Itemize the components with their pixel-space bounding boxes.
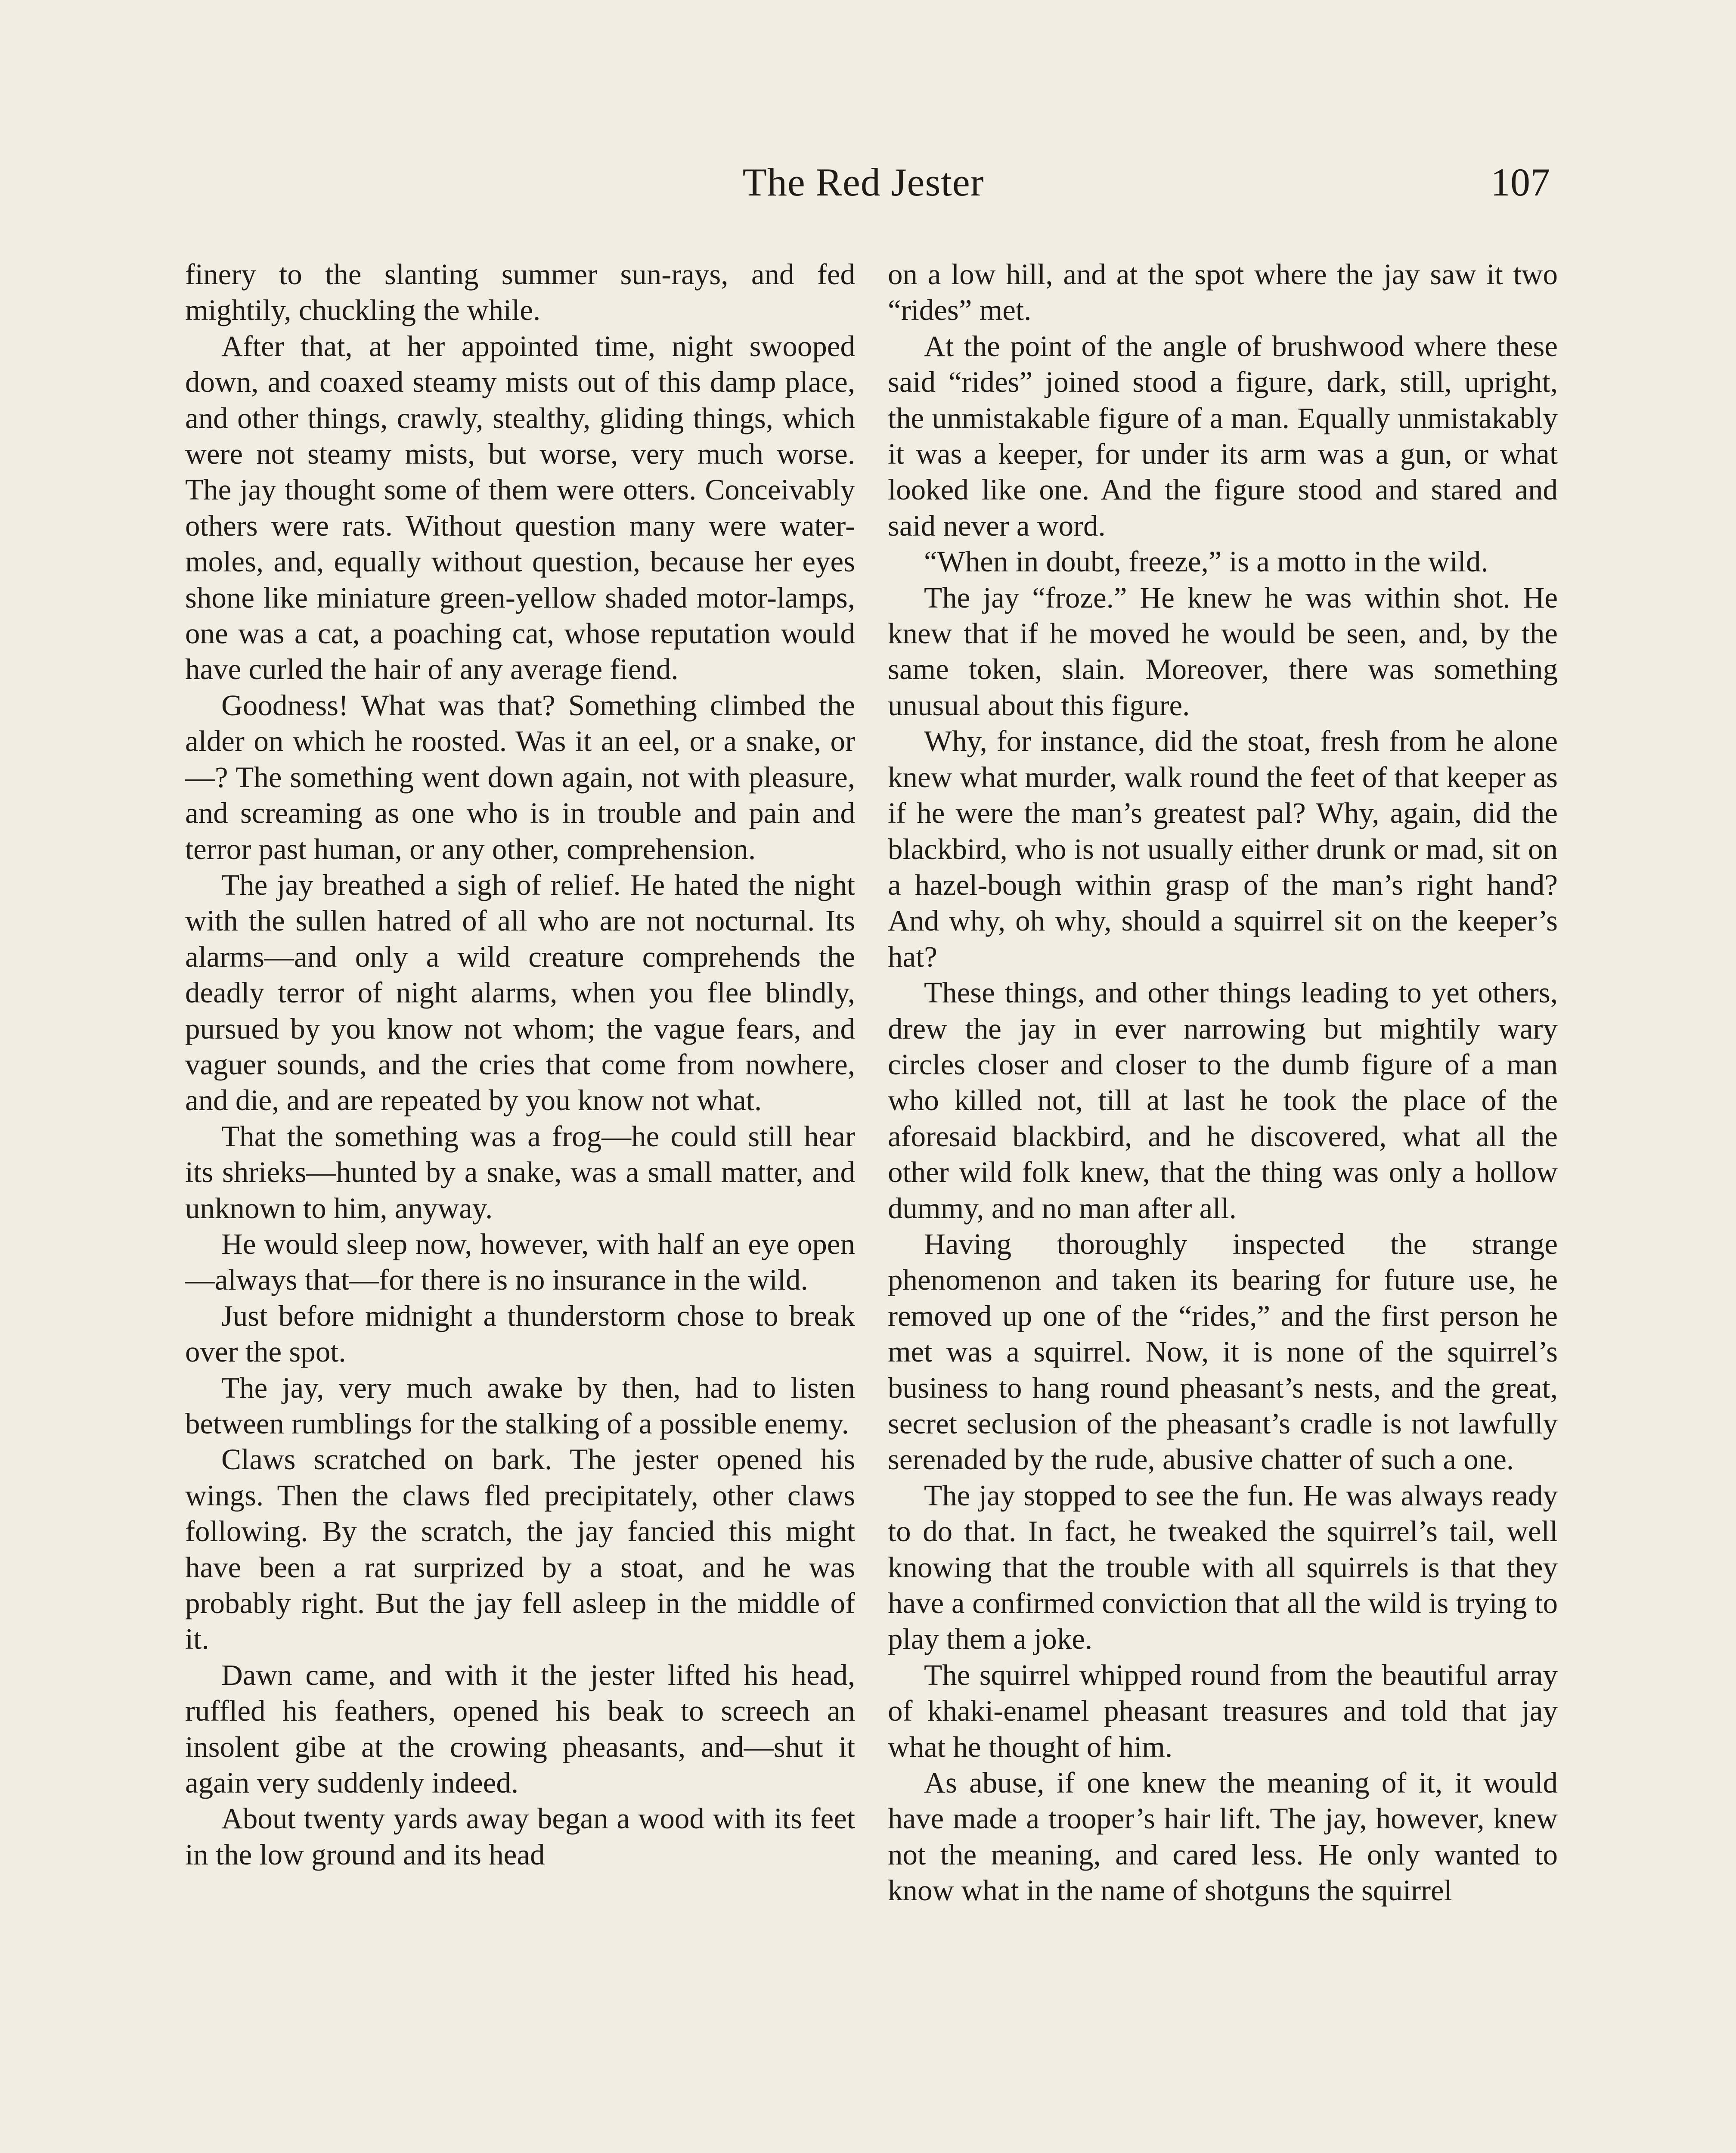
paragraph: The jay breathed a sigh of relief. He hated the night with the sullen hatred of all who are not nocturnal. Its alarms—and only a wild creature comprehends the deadly terror of night alarms, when you flee blindly, pursued by you know not whom; the vague fears, and vaguer sounds, and the cries that come from nowhere, and die, and are repeated by you know not what.: [185, 868, 855, 1117]
running-title: The Red Jester: [742, 160, 984, 204]
paragraph: finery to the slanting summer sun-rays, and fed mightily, chuckling the while.: [185, 258, 855, 327]
paragraph: The jay “froze.” He knew he was within shot. He knew that if he moved he would be seen, and, by the same token, slain. Moreover, there was something unusual about this figure.: [888, 581, 1558, 722]
paragraph: After that, at her appointed time, night swooped down, and coaxed steamy mists out of this damp place, and other things, crawly, stealthy, gliding things, which were not steamy mists, but worse, very much worse. The jay thought some of them were otters. Conceivably others were rats. Without question many were water-moles, and, equally without question, because her eyes shone like miniature green-yellow shaded motor-lamps, one was a cat, a poaching cat, whose reputation would have curled the hair of any average fiend.: [185, 329, 855, 686]
page-header: [177, 159, 1550, 220]
paragraph: Claws scratched on bark. The jester opened his wings. Then the claws fled precipitately, other claws following. By the scratch, the jay fancied this might have been a rat surprized by a stoat, and he was probably right. But the jay fell asleep in the middle of it.: [185, 1443, 855, 1656]
paragraph: Just before midnight a thunderstorm chose to break over the spot.: [185, 1299, 855, 1368]
paragraph: These things, and other things leading to yet others, drew the jay in ever narrowing but mightily wary circles closer and closer to the dumb figure of a man who killed not, till at last he took the place of the aforesaid blackbird, and he discovered, what all the other wild folk knew, that the thing was only a hollow dummy, and no man after all.: [888, 976, 1558, 1225]
paragraph: Having thoroughly inspected the strange phenomenon and taken its bearing for future use, he removed up one of the “rides,” and the first person he met was a squirrel. Now, it is none of the squirrel’s business to hang round pheasant’s nests, and the great, secret seclusion of the pheasant’s cradle is not lawfully serenaded by the rude, abusive chatter of such a one.: [888, 1227, 1558, 1476]
paragraph: The jay, very much awake by then, had to listen between rumblings for the stalking of a possible enemy.: [185, 1371, 855, 1440]
paragraph: The jay stopped to see the fun. He was always ready to do that. In fact, he tweaked the squirrel’s tail, well knowing that the trouble with all squirrels is that they have a confirmed conviction that all the wild is trying to play them a joke.: [888, 1479, 1558, 1656]
paragraph: Dawn came, and with it the jester lifted his head, ruffled his feathers, opened his beak to screech an insolent gibe at the crowing pheasants, and—shut it again very suddenly indeed.: [185, 1658, 855, 1799]
page-number: 107: [1491, 160, 1550, 204]
paragraph: He would sleep now, however, with half an eye open—always that—for there is no insurance in the wild.: [185, 1227, 855, 1297]
paragraph: on a low hill, and at the spot where the jay saw it two “rides” met.: [888, 258, 1558, 327]
paragraph: Goodness! What was that? Something climbed the alder on which he roosted. Was it an eel, or a snake, or—? The something went down again, not with pleasure, and screaming as one who is in trouble and pain and terror past human, or any other, comprehension.: [185, 689, 855, 866]
paragraph: “When in doubt, freeze,” is a motto in the wild.: [924, 545, 1488, 578]
paragraph: As abuse, if one knew the meaning of it, it would have made a trooper’s hair lift. The jay, however, knew not the meaning, and cared less. He only wanted to know what in the name of shotguns the squirrel: [888, 1766, 1558, 1907]
paragraph: The squirrel whipped round from the beautiful array of khaki-enamel pheasant treasures and told that jay what he thought of him.: [888, 1658, 1558, 1763]
right-column: [888, 257, 1558, 1909]
paragraph: About twenty yards away began a wood with its feet in the low ground and its head: [185, 1802, 855, 1871]
paragraph: Why, for instance, did the stoat, fresh from he alone knew what murder, walk round the feet of that keeper as if he were the man’s greatest pal? Why, again, did the blackbird, who is not usually either drunk or mad, sit on a hazel-bough within grasp of the man’s right hand? And why, oh why, should a squirrel sit on the keeper’s hat?: [888, 725, 1558, 973]
paragraph: At the point of the angle of brushwood where these said “rides” joined stood a figure, dark, still, upright, the unmistakable figure of a man. Equally unmistakably it was a keeper, for under its arm was a gun, or what looked like one. And the figure stood and stared and said never a word.: [888, 329, 1558, 542]
left-column: [185, 257, 855, 1873]
paragraph: That the something was a frog—he could still hear its shrieks—hunted by a snake, was a small matter, and unknown to him, anyway.: [185, 1120, 855, 1225]
